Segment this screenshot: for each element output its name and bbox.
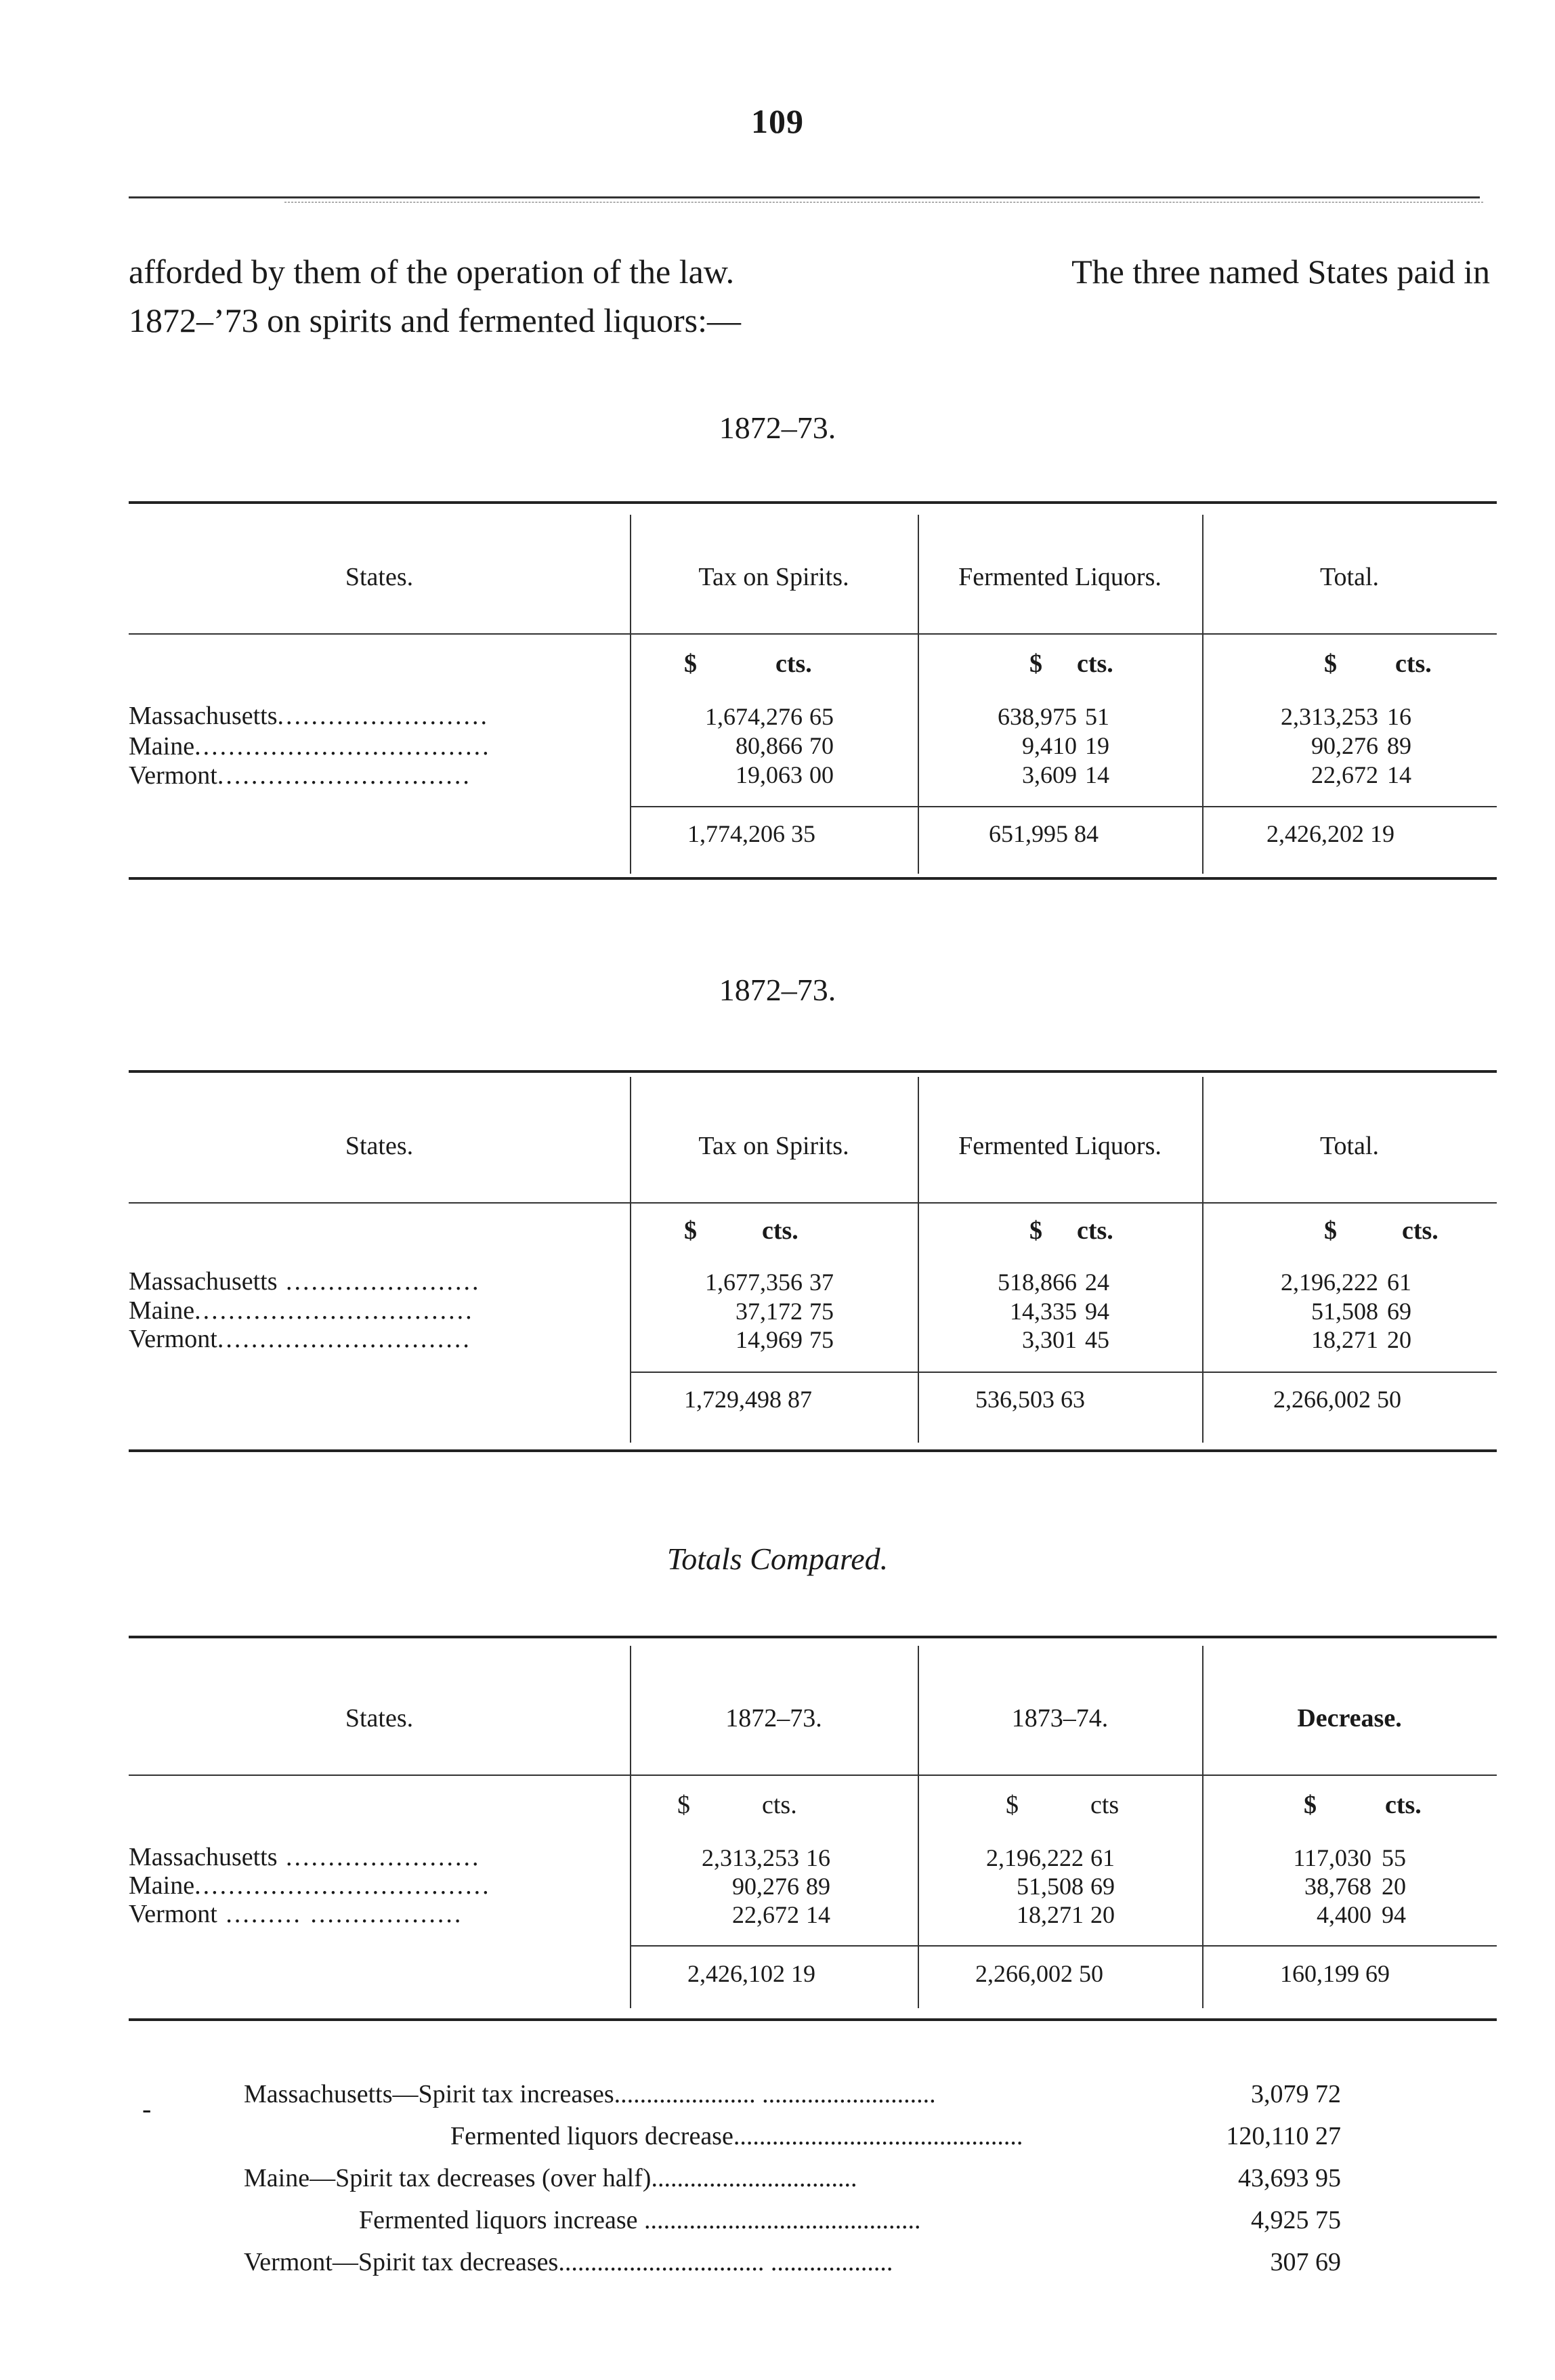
table3-unit-dollar: $ (1006, 1791, 1019, 1819)
table3-header-states: States. (345, 1704, 414, 1733)
table2-ferm-cents: 94 (1085, 1298, 1109, 1325)
table3-divider (1202, 1646, 1203, 2008)
table2-row-state: Vermont.............................. (129, 1325, 471, 1353)
table1-total-grand: 2,426,202 19 (1266, 820, 1394, 847)
table3-total-decrease: 160,199 69 (1280, 1960, 1390, 1987)
table3-total-1873: 2,266,002 50 (975, 1960, 1103, 1987)
table1-ferm-cents: 19 (1085, 732, 1109, 759)
header-rule-dashed (284, 202, 1483, 203)
table1-ferm-dollars: 9,410 (1022, 732, 1077, 759)
table2-total-dollars: 2,196,222 (1281, 1269, 1378, 1296)
summary-value: 307 69 (1270, 2248, 1341, 2276)
table2-spirits-cents: 75 (809, 1326, 834, 1353)
table2-spirits-cents: 75 (809, 1298, 834, 1325)
page-number: 109 (751, 102, 804, 140)
table2-spirits-dollars: 37,172 (736, 1298, 803, 1325)
table1-ferm-cents: 14 (1085, 761, 1109, 788)
table3-unit-cents: cts. (1385, 1791, 1422, 1819)
table3-1872-dollars: 2,313,253 (702, 1844, 799, 1871)
table3-1872-cents: 16 (806, 1844, 830, 1871)
table3-header-1872: 1872–73. (725, 1704, 822, 1733)
table1-total-dollars: 90,276 (1311, 732, 1378, 759)
table2-header-states: States. (345, 1132, 414, 1160)
table3-decrease-cents: 20 (1382, 1873, 1406, 1900)
summary-row (244, 2163, 1341, 2204)
table3-divider (918, 1646, 919, 2008)
table2-total-cents: 20 (1387, 1326, 1411, 1353)
table2-unit-cents: cts. (762, 1216, 798, 1245)
summary-label: Massachusetts—Spirit tax increases...................... ........................... (244, 2080, 936, 2108)
table3-1873-dollars: 18,271 (1017, 1901, 1084, 1928)
summary-row (244, 2205, 1341, 2246)
table3-decrease-cents: 94 (1382, 1901, 1406, 1928)
table2-total-grand: 2,266,002 50 (1273, 1386, 1401, 1413)
intro-line1-right: The three named States paid in (1071, 253, 1490, 291)
table1-spirits-dollars: 1,674,276 (705, 703, 803, 730)
table3-unit-dollar: $ (1304, 1791, 1317, 1819)
table1-title: 1872–73. (719, 410, 836, 445)
summary-label: Fermented liquors decrease............................................. (450, 2122, 1023, 2150)
table1-spirits-cents: 00 (809, 761, 834, 788)
table2-unit-dollar: $ (1324, 1216, 1337, 1245)
table1-header-spirits: Tax on Spirits. (698, 563, 849, 591)
table1-total-cents: 14 (1387, 761, 1411, 788)
table2-ferm-dollars: 518,866 (998, 1269, 1077, 1296)
table1-header-states: States. (345, 563, 414, 591)
table3-1872-cents: 89 (806, 1873, 830, 1900)
table1-total-dollars: 22,672 (1311, 761, 1378, 788)
summary-row (244, 2121, 1341, 2162)
table2-total-cents: 61 (1387, 1269, 1411, 1296)
table1 (129, 501, 1497, 880)
table1-ferm-dollars: 3,609 (1022, 761, 1077, 788)
table3-decrease-cents: 55 (1382, 1844, 1406, 1871)
summary-label: Fermented liquors increase ........................................... (359, 2206, 921, 2234)
table3-subtotal-rule (630, 1945, 1497, 1947)
intro-paragraph (129, 247, 1490, 345)
summary-row (244, 2079, 1341, 2120)
summary-row (244, 2247, 1341, 2288)
table1-spirits-dollars: 80,866 (736, 732, 803, 759)
summary-value: 3,079 72 (1251, 2080, 1341, 2108)
table3 (129, 1636, 1497, 2022)
table2-header-spirits: Tax on Spirits. (698, 1132, 849, 1160)
table1-total-cents: 89 (1387, 732, 1411, 759)
table1-ferm-cents: 51 (1085, 703, 1109, 730)
table3-divider (630, 1646, 631, 2008)
table1-unit-cents: cts. (775, 650, 812, 678)
table1-unit-dollar: $ (1029, 650, 1042, 678)
table2-title: 1872–73. (719, 973, 836, 1007)
table2-ferm-cents: 24 (1085, 1269, 1109, 1296)
table1-unit-cents: cts. (1395, 650, 1432, 678)
table2-subtotal-rule (630, 1372, 1497, 1373)
table3-1872-cents: 14 (806, 1901, 830, 1928)
table1-unit-dollar: $ (1324, 650, 1337, 678)
table3-unit-cents: cts. (762, 1791, 797, 1819)
table1-spirits-dollars: 19,063 (736, 761, 803, 788)
table3-1873-cents: 20 (1090, 1901, 1115, 1928)
table2-spirits-cents: 37 (809, 1269, 834, 1296)
table1-row-state: Maine................................... (129, 732, 491, 761)
table2-top-rule (129, 1070, 1497, 1073)
table2-total-ferm: 536,503 63 (975, 1386, 1085, 1413)
table2-ferm-dollars: 3,301 (1022, 1326, 1077, 1353)
table3-unit-dollar: $ (677, 1791, 690, 1819)
table3-1873-dollars: 51,508 (1017, 1873, 1084, 1900)
table2-ferm-dollars: 14,335 (1010, 1298, 1077, 1325)
table2-row-state: Massachusetts ....................... (129, 1267, 481, 1296)
table2-unit-dollar: $ (684, 1216, 697, 1245)
table2-header-total: Total. (1319, 1132, 1380, 1160)
table1-total-cents: 16 (1387, 703, 1411, 730)
table1-unit-cents: cts. (1077, 650, 1113, 678)
table3-header-1873: 1873–74. (1011, 1704, 1109, 1733)
table1-row-state: Massachusetts......................... (129, 702, 490, 730)
table3-1873-dollars: 2,196,222 (986, 1844, 1084, 1871)
table2-row-state: Maine................................. (129, 1296, 474, 1325)
table2-total-spirits: 1,729,498 87 (684, 1386, 812, 1413)
intro-line2: 1872–’73 on spirits and fermented liquors:— (129, 301, 742, 339)
table2-unit-cents: cts. (1077, 1216, 1113, 1245)
table3-decrease-dollars: 4,400 (1317, 1901, 1371, 1928)
summary-label: Vermont—Spirit tax decreases................................ ................... (244, 2248, 893, 2276)
table1-total-spirits: 1,774,206 35 (687, 820, 815, 847)
summary-value: 43,693 95 (1238, 2164, 1341, 2192)
table3-bottom-rule (129, 2018, 1497, 2021)
table3-unit-cents: cts (1090, 1791, 1120, 1819)
table1-header-rule (129, 633, 1497, 635)
table1-spirits-cents: 65 (809, 703, 834, 730)
table2-ferm-cents: 45 (1085, 1326, 1109, 1353)
table3-1872-dollars: 22,672 (732, 1901, 799, 1928)
table3-decrease-dollars: 117,030 (1293, 1844, 1371, 1871)
summary-list (244, 2079, 1341, 2296)
table3-1873-cents: 61 (1090, 1844, 1115, 1871)
table3-row-state: Maine................................... (129, 1871, 491, 1900)
table1-subtotal-rule (630, 806, 1497, 807)
table3-1873-cents: 69 (1090, 1873, 1115, 1900)
table1-row-state: Vermont.............................. (129, 761, 471, 790)
table1-total-ferm: 651,995 84 (989, 820, 1099, 847)
margin-dash: - (142, 2094, 152, 2124)
header-rule (129, 196, 1480, 198)
summary-value: 4,925 75 (1251, 2206, 1341, 2234)
table2-bottom-rule (129, 1449, 1497, 1452)
table1-header-fermented: Fermented Liquors. (958, 563, 1162, 591)
table3-total-1872: 2,426,102 19 (687, 1960, 815, 1987)
table1-top-rule (129, 501, 1497, 504)
table3-header-decrease: Decrease. (1297, 1704, 1402, 1733)
table1-header-total: Total. (1319, 563, 1380, 591)
table1-bottom-rule (129, 877, 1497, 880)
table3-header-rule (129, 1775, 1497, 1776)
table3-top-rule (129, 1636, 1497, 1638)
table3-decrease-dollars: 38,768 (1304, 1873, 1371, 1900)
table2-header-rule (129, 1202, 1497, 1204)
table1-total-dollars: 2,313,253 (1281, 703, 1378, 730)
table2-unit-dollar: $ (1029, 1216, 1042, 1245)
intro-line1-left: afforded by them of the operation of the law. (129, 253, 735, 291)
table1-spirits-cents: 70 (809, 732, 834, 759)
table3-row-state: Vermont ......... .................. (129, 1900, 463, 1928)
table1-unit-dollar: $ (684, 650, 697, 678)
table2 (129, 1070, 1497, 1456)
table2-spirits-dollars: 1,677,356 (705, 1269, 803, 1296)
table2-header-fermented: Fermented Liquors. (958, 1132, 1162, 1160)
table2-total-dollars: 51,508 (1311, 1298, 1378, 1325)
summary-label: Maine—Spirit tax decreases (over half)................................ (244, 2164, 857, 2192)
table2-total-cents: 69 (1387, 1298, 1411, 1325)
summary-value: 120,110 27 (1226, 2122, 1341, 2150)
table2-total-dollars: 18,271 (1311, 1326, 1378, 1353)
table3-1872-dollars: 90,276 (732, 1873, 799, 1900)
table2-unit-cents: cts. (1402, 1216, 1439, 1245)
table2-spirits-dollars: 14,969 (736, 1326, 803, 1353)
table3-row-state: Massachusetts ....................... (129, 1843, 481, 1871)
table1-ferm-dollars: 638,975 (998, 703, 1077, 730)
table3-title: Totals Compared. (666, 1542, 889, 1576)
